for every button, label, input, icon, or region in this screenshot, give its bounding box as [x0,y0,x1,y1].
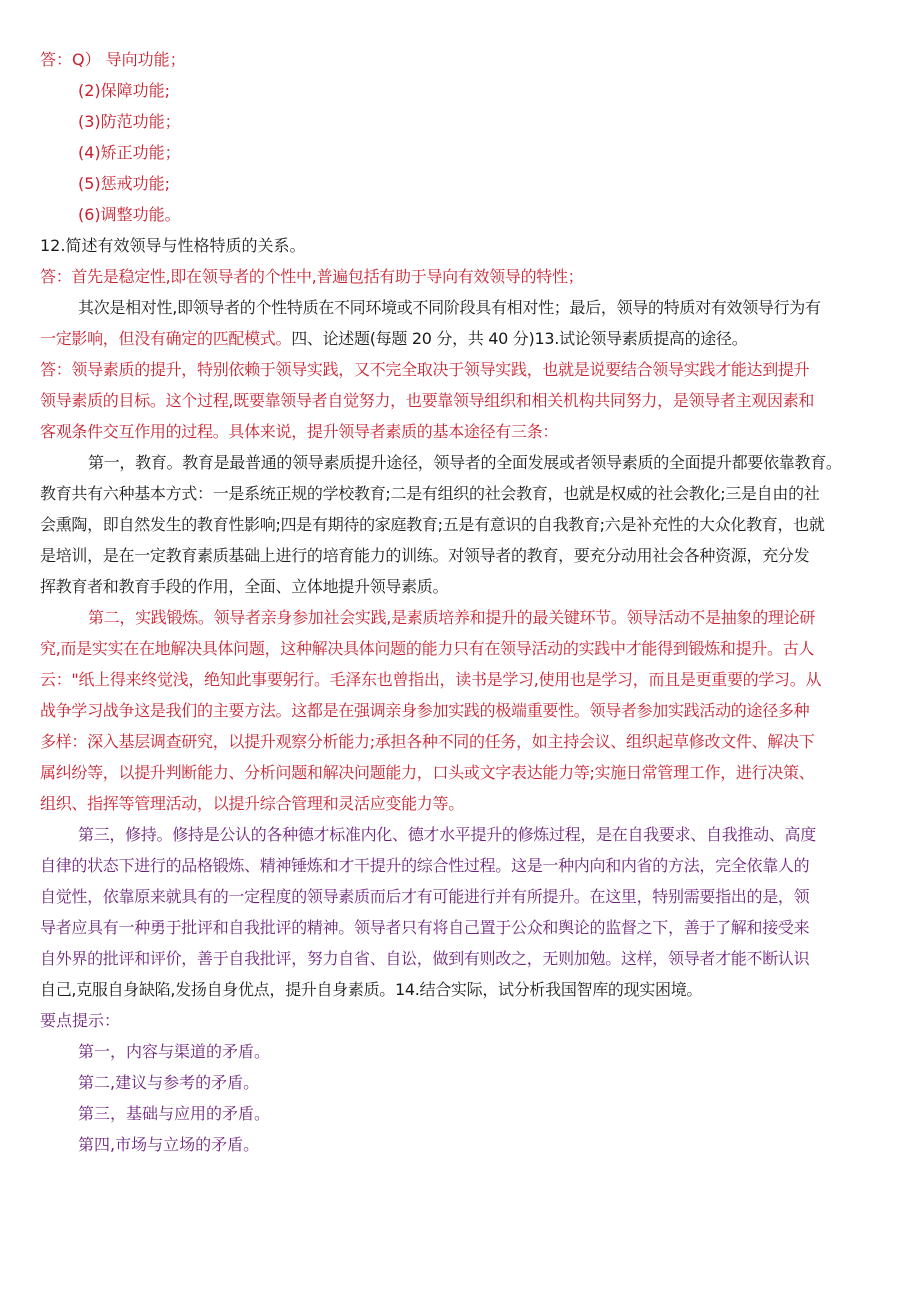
q13-second-1: 第二，实践锻炼。领导者亲身参加社会实践,是素质培养和提升的最关键环节。领导活动不是抽象的理论研 [88,608,815,627]
q14-point-3: 第三，基础与应用的矛盾。 [78,1104,271,1123]
q13-intro-3: 客观条件交互作用的过程。具体来说，提升领导者素质的基本途径有三条： [40,422,559,441]
q13-third-2: 自律的状态下进行的品格锻炼、精神锤炼和才干提升的综合性过程。这是一种内向和内省的方法，完全依靠人的 [40,856,810,875]
q11-item-2: (2)保障功能; [78,81,171,100]
q13-first-4: 是培训，是在一定教育素质基础上进行的培育能力的训练。对领导者的教育，要充分动用社会各种资源，充分发 [40,546,810,565]
q12-answer-line3 [40,323,880,354]
q13-second-6: 属纠纷等，以提升判断能力、分析问题和解决问题能力，口头或文字表达能力等;实施日常管理工作，进行决策、 [40,763,815,782]
q14-point-4: 第四,市场与立场的矛盾。 [78,1135,260,1154]
q13-second-2: 究,而是实实在在地解决具体问题，这种解决具体问题的能力只有在领导活动的实践中才能得到锻炼和提升。古人 [40,639,815,658]
q14-question: 14.结合实际，试分析我国智库的现实困境。 [394,980,703,999]
q13-first-2: 教育共有六种基本方式：一是系统正规的学校教育;二是有组织的社会教育，也就是权威的社会教化;三是自由的社 [40,484,820,503]
q14-point-1: 第一，内容与渠道的矛盾。 [78,1042,271,1061]
q13-intro-2: 领导素质的目标。这个过程,既要靠领导者自觉努力，也要靠领导组织和相关机构共同努力，是领导者主观因素和 [40,391,815,410]
q13-third-3: 自觉性，依靠原来就具有的一定程度的领导素质而后才有可能进行并有所提升。在这里，特别需要指出的是，领 [40,887,810,906]
q14-hint-label: 要点提示： [40,1011,121,1030]
q13-third-1: 第三，修持。修持是公认的各种德才标准内化、德才水平提升的修炼过程，是在自我要求、自我推动、高度 [78,825,816,844]
q11-item-4: (4)矫正功能； [78,143,181,162]
q13-second-4: 战争学习战争这是我们的主要方法。这都是在强调亲身参加实践的极端重要性。领导者参加实践活动的途径多种 [40,701,810,720]
q13-question: 四、论述题(每题 20 分，共 40 分)13.试论领导素质提高的途径。 [291,329,748,348]
q11-item-6: (6)调整功能。 [78,205,181,224]
q12-answer-line2: 其次是相对性,即领导者的个性特质在不同环境或不同阶段具有相对性；最后，领导的特质对有效领导行为有 [78,298,821,317]
q13-third-4: 导者应具有一种勇于批评和自我批评的精神。领导者只有将自己置于公众和舆论的监督之下，善于了解和接受来 [40,918,810,937]
q13-second-3: 云："纸上得来终觉浅，绝知此事要躬行。毛泽东也曾指出，读书是学习,使用也是学习，而且是更重要的学习。从 [40,670,822,689]
q12-answer-line1: 答：首先是稳定性,即在领导者的个性中,普遍包括有助于导向有效领导的特性； [40,267,584,286]
q13-second-5: 多样：深入基层调查研究，以提升观察分析能力;承担各种不同的任务，如主持会议、组织起草修改文件、解决下 [40,732,815,751]
q11-item-5: (5)惩戒功能; [78,174,171,193]
q13-first-1: 第一，教育。教育是最普通的领导素质提升途径，领导者的全面发展或者领导素质的全面提升都要依靠教育。 [88,453,842,472]
q14-point-2: 第二,建议与参考的矛盾。 [78,1073,260,1092]
q13-third-6 [40,974,880,1005]
q13-third-5: 自外界的批评和评价，善于自我批评，努力自省、自讼，做到有则改之，无则加勉。这样，领导者才能不断认识 [40,949,810,968]
q12-question: 12.简述有效领导与性格特质的关系。 [40,236,306,255]
q13-second-7: 组织、指挥等管理活动，以提升综合管理和灵活应变能力等。 [40,794,464,813]
q13-third-last: 自己,克服自身缺陷,发扬自身优点，提升自身素质。 [40,980,395,999]
q13-first-3: 会熏陶，即自然发生的教育性影响;四是有期待的家庭教育;五是有意识的自我教育;六是补充性的大众化教育，也就 [40,515,825,534]
q13-intro-1: 答：领导素质的提升，特别依赖于领导实践，又不完全取决于领导实践，也就是说要结合领导实践才能达到提升 [40,360,810,379]
q11-item-3: (3)防范功能； [78,112,181,131]
q12-answer-line3-red: 一定影响，但没有确定的匹配模式。 [40,329,292,348]
q11-answer-first: 答：Q） 导向功能； [40,50,186,69]
q13-first-5: 挥教育者和教育手段的作用，全面、立体地提升领导素质。 [40,577,449,596]
